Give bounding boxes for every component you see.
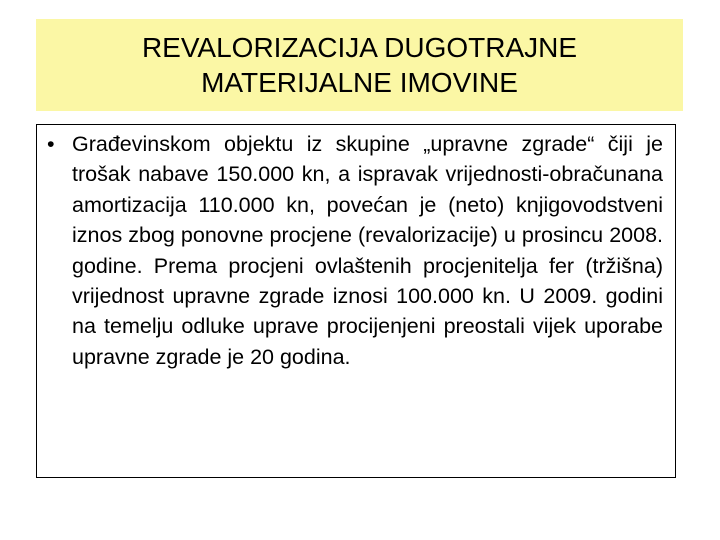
bullet-icon: •: [47, 132, 55, 156]
bullet-item: [47, 129, 663, 372]
title-line-2: MATERIJALNE IMOVINE: [201, 67, 518, 98]
title-line-1: REVALORIZACIJA DUGOTRAJNE: [141, 32, 578, 63]
title-box: [36, 19, 683, 111]
bullet-text: Građevinskom objektu iz skupine „upravne zgrade“ čiji je trošak nabave 150.000 kn, a ispravak vrijednosti-obračunana amortizacija 110.000 kn, povećan je (neto) knjigovodstveni iznos zbog ponovne procjene (revalorizacije) u prosincu 2008. godine. Prema procjeni ovlaštenih procjenitelja fer (tržišna) vrijednost upravne zgrade iznosi 100.000 kn. U 2009. godini na temelju odluke uprave procijenjeni preostali vijek uporabe upravne zgrade je 20 godina.: [72, 132, 663, 369]
content-box: [36, 124, 676, 478]
slide-title: [142, 30, 577, 100]
